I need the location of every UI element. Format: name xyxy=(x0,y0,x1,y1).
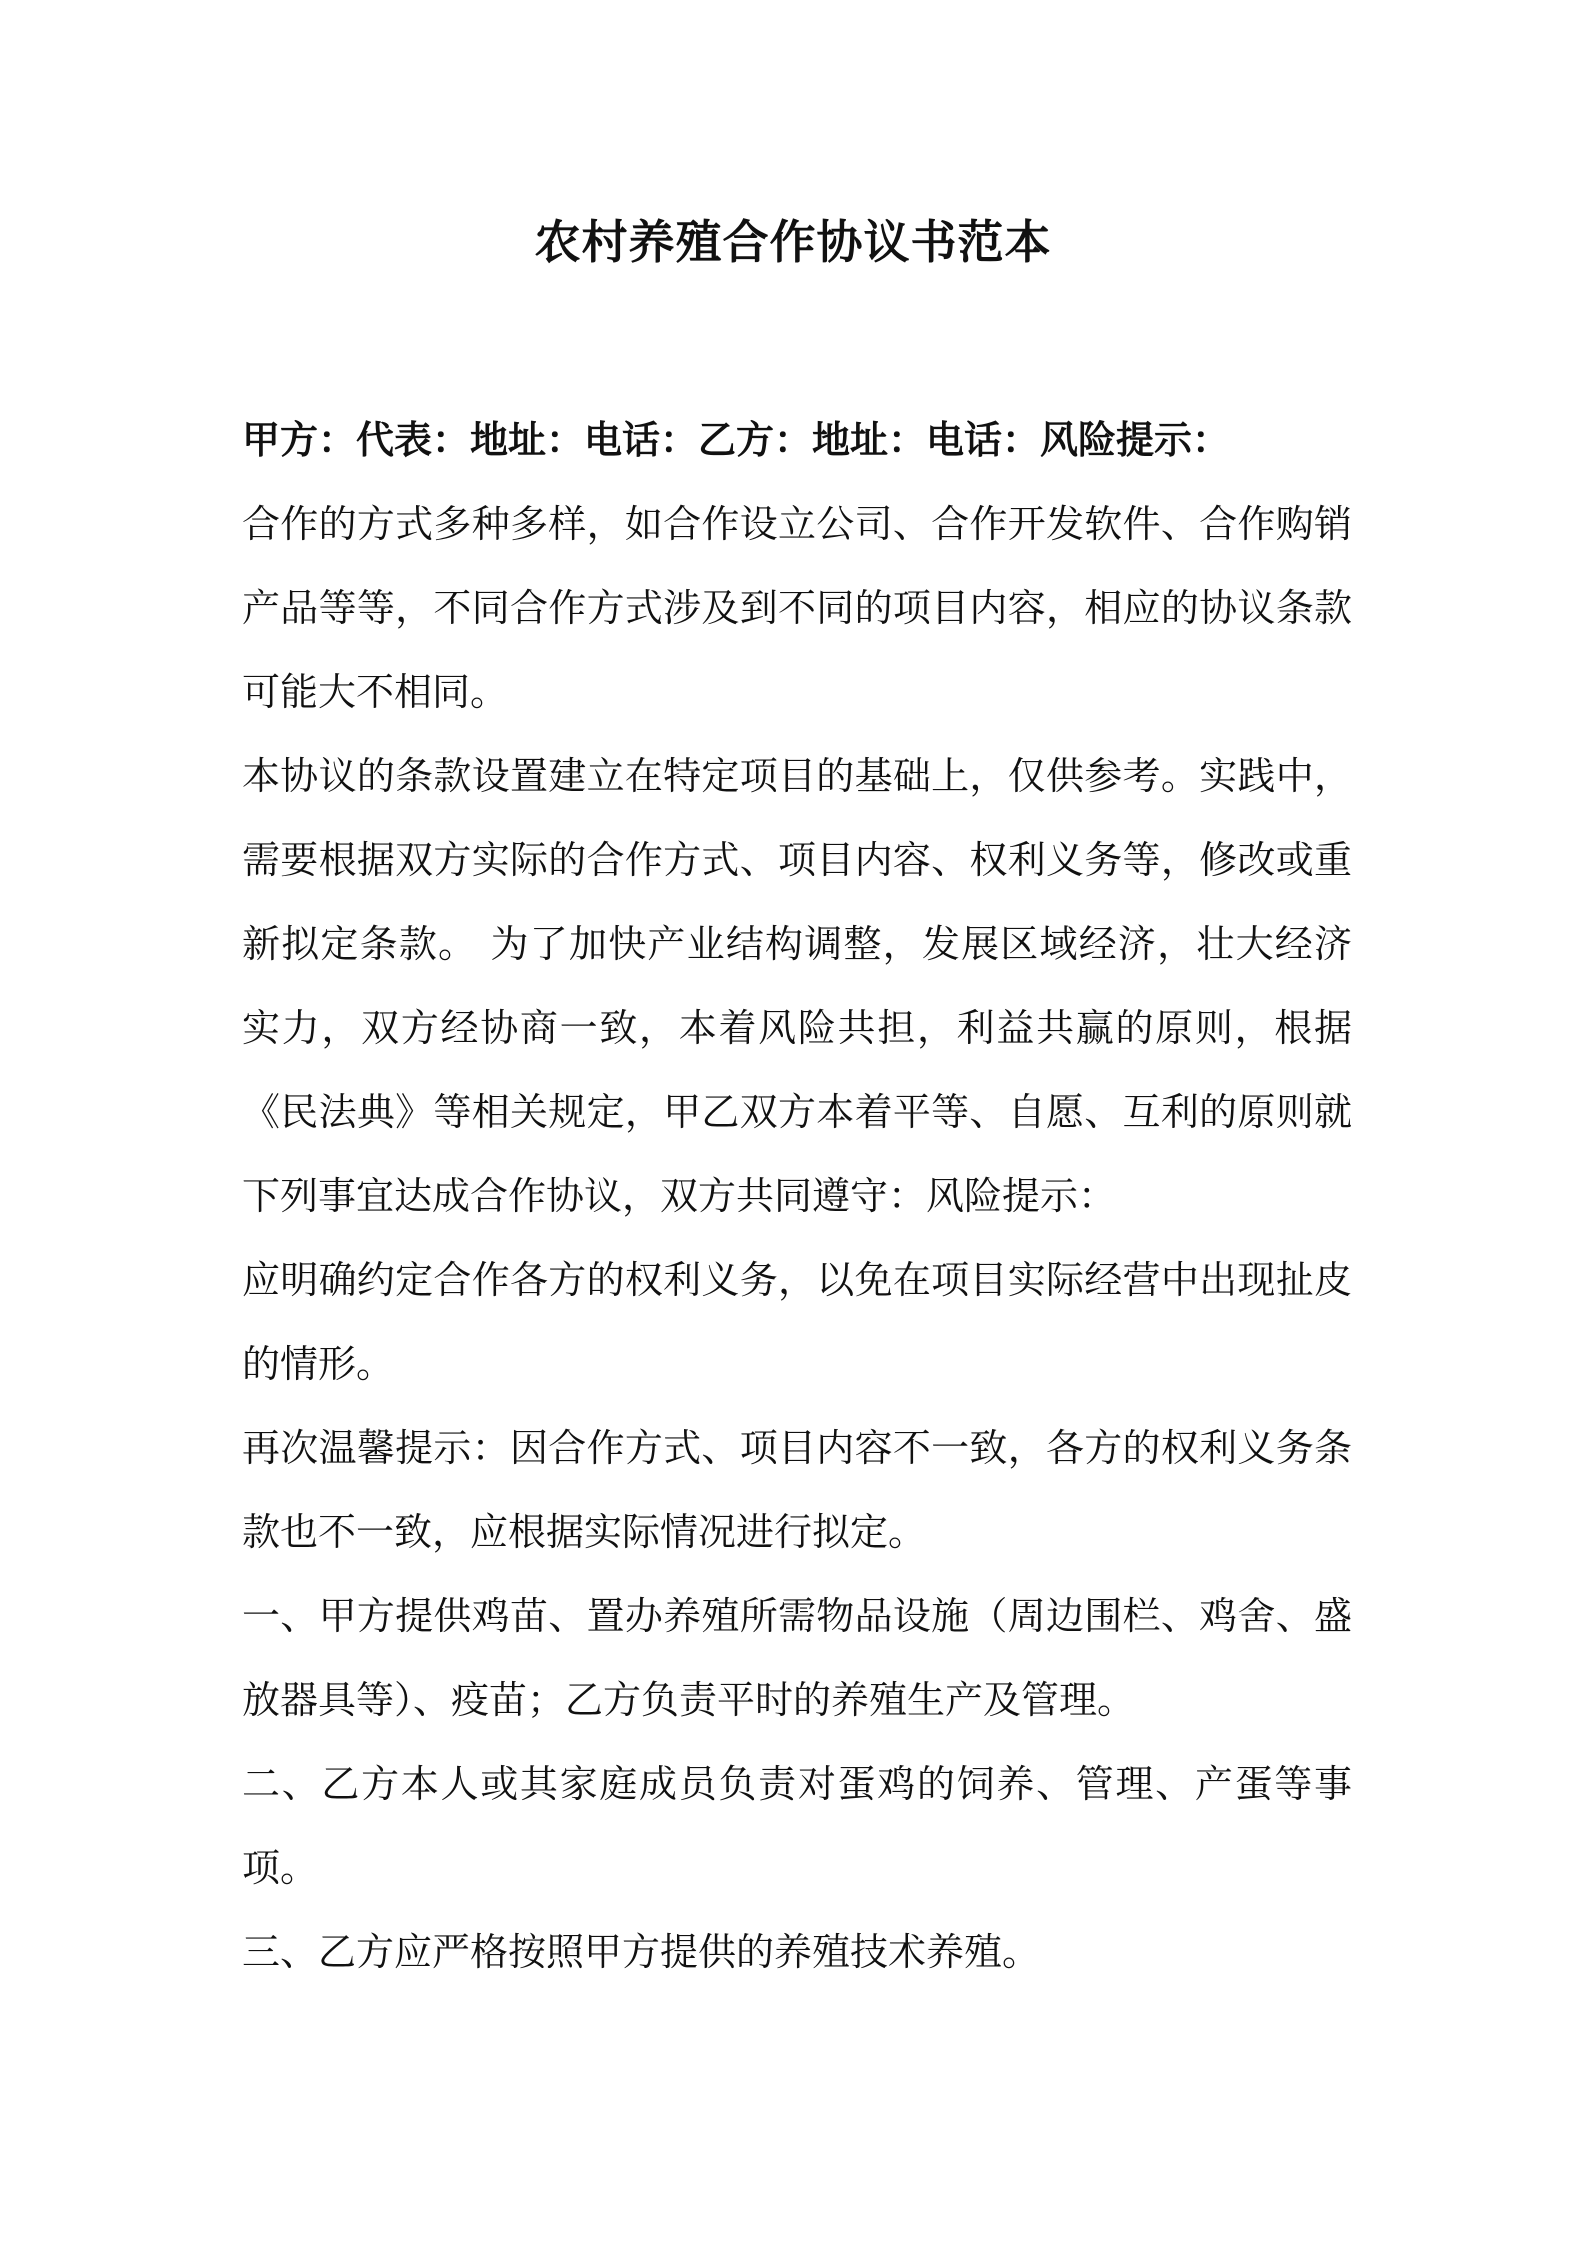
document-title: 农村养殖合作协议书范本 xyxy=(534,215,1052,269)
clause-2: 二、乙方本人或其家庭成员负责对蛋鸡的饲养、管理、产蛋等事项。 xyxy=(242,1762,1352,1890)
paragraph: 本协议的条款设置建立在特定项目的基础上，仅供参考。实践中，需要根据双方实际的合作方式、项目内容、权利义务等，修改或重新拟定条款。 为了加快产业结构调整，发展区域经济，壮大经济实力，双方经协商一致，本着风险共担，利益共赢的原则，根据《民法典》等相关规定，甲乙双方本着平等、自愿、互利的原则就下列事宜达成合作协议，双方共同遵守：风险提示： xyxy=(242,754,1352,1218)
parties-line: 甲方：代表：地址：电话：乙方：地址：电话：风险提示： xyxy=(242,418,1231,462)
clause-1: 一、甲方提供鸡苗、置办养殖所需物品设施（周边围栏、鸡舍、盛放器具等）、疫苗；乙方负责平时的养殖生产及管理。 xyxy=(242,1594,1352,1722)
paragraph: 再次温馨提示：因合作方式、项目内容不一致，各方的权利义务条款也不一致，应根据实际情况进行拟定。 xyxy=(242,1426,1352,1554)
clause-3: 三、乙方应严格按照甲方提供的养殖技术养殖。 xyxy=(242,1930,1041,1974)
paragraph: 应明确约定合作各方的权利义务，以免在项目实际经营中出现扯皮的情形。 xyxy=(242,1258,1352,1386)
document-body xyxy=(242,398,1352,1994)
paragraph: 合作的方式多种多样，如合作设立公司、合作开发软件、合作购销产品等等，不同合作方式涉及到不同的项目内容，相应的协议条款可能大不相同。 xyxy=(242,502,1352,714)
